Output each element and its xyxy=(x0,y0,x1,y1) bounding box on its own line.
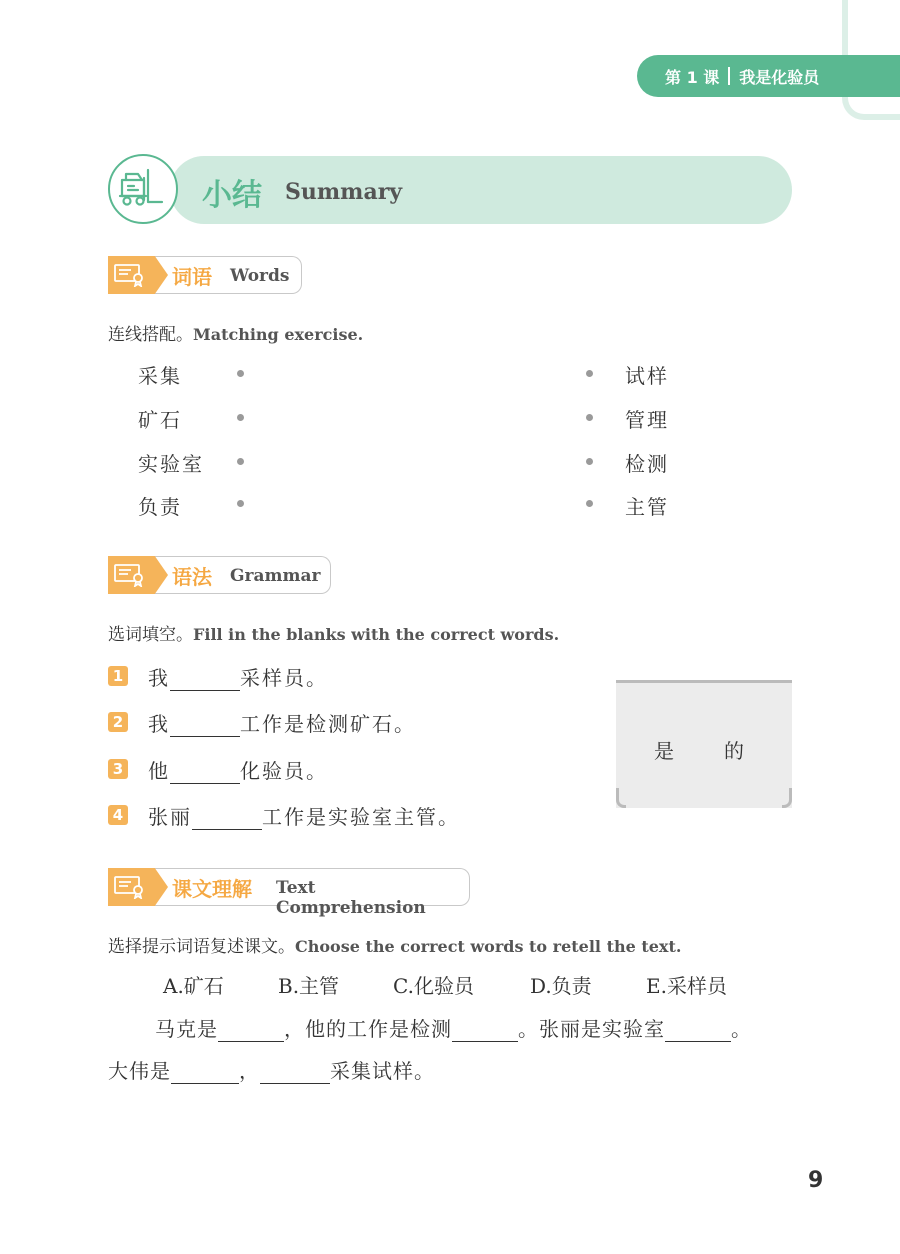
retell-text: 大伟是 xyxy=(108,1059,171,1083)
word-bank-box xyxy=(616,680,792,808)
retell-text: 马克是 xyxy=(155,1017,218,1041)
answer-blank[interactable] xyxy=(170,761,240,784)
answer-blank[interactable] xyxy=(170,668,240,691)
item-text-after: 采样员。 xyxy=(240,666,328,690)
match-left-word: 实验室 xyxy=(138,452,204,476)
lesson-number: 第 1 课 xyxy=(665,67,720,87)
match-dot-left[interactable] xyxy=(237,500,244,507)
item-text-after: 工作是实验室主管。 xyxy=(262,805,460,829)
retell-text: ，他的工作是检测 xyxy=(284,1017,452,1041)
forklift-icon xyxy=(108,154,178,224)
option-b: B.主管 xyxy=(278,974,340,998)
match-right-word: 管理 xyxy=(625,408,669,432)
answer-blank[interactable] xyxy=(665,1019,731,1042)
match-left-word: 负责 xyxy=(138,495,182,519)
page-number: 9 xyxy=(808,1168,824,1193)
match-dot-right[interactable] xyxy=(586,500,593,507)
retell-text: 。 xyxy=(731,1017,752,1041)
retell-text: 。张丽是实验室 xyxy=(518,1017,665,1041)
answer-blank[interactable] xyxy=(171,1061,239,1084)
summary-title-cn: 小结 xyxy=(202,178,262,213)
retell-line-2 xyxy=(108,1055,435,1084)
match-dot-left[interactable] xyxy=(237,370,244,377)
match-right-word: 主管 xyxy=(625,495,669,519)
lesson-tab xyxy=(637,55,900,97)
item-text-after: 化验员。 xyxy=(240,759,328,783)
summary-banner xyxy=(170,156,792,224)
match-right-word: 试样 xyxy=(625,364,669,388)
grammar-item xyxy=(148,755,328,784)
box-corner xyxy=(782,788,792,808)
match-left-word: 采集 xyxy=(138,364,182,388)
grammar-item xyxy=(148,662,328,691)
match-right-word: 检测 xyxy=(625,452,669,476)
word-bank-option: 的 xyxy=(724,739,744,763)
answer-blank[interactable] xyxy=(170,714,240,737)
match-dot-right[interactable] xyxy=(586,414,593,421)
answer-blank[interactable] xyxy=(192,807,262,830)
item-number-badge: 3 xyxy=(108,759,128,779)
option-a: A.矿石 xyxy=(163,974,224,998)
match-dot-left[interactable] xyxy=(237,458,244,465)
tab-separator xyxy=(728,67,730,85)
comprehension-header-en: Text Comprehension xyxy=(276,878,426,918)
item-number-badge: 2 xyxy=(108,712,128,732)
grammar-instruction-cn: 选词填空。 xyxy=(108,625,193,645)
words-instruction xyxy=(108,320,363,345)
grammar-header-en: Grammar xyxy=(230,566,321,586)
comprehension-instruction xyxy=(108,932,681,957)
words-instruction-cn: 连线搭配。 xyxy=(108,325,193,345)
grammar-item xyxy=(148,708,416,737)
grammar-header-cn: 语法 xyxy=(172,565,212,589)
option-c: C.化验员 xyxy=(393,974,474,998)
item-text-before: 我 xyxy=(148,666,170,690)
box-corner xyxy=(616,788,626,808)
grammar-instruction xyxy=(108,620,559,645)
match-dot-right[interactable] xyxy=(586,370,593,377)
match-dot-right[interactable] xyxy=(586,458,593,465)
retell-text: ， xyxy=(239,1059,260,1083)
comprehension-instruction-en: Choose the correct words to retell the text. xyxy=(295,937,682,956)
grammar-item xyxy=(148,801,460,830)
item-text-before: 张丽 xyxy=(148,805,192,829)
match-dot-left[interactable] xyxy=(237,414,244,421)
comprehension-header-cn: 课文理解 xyxy=(172,877,252,901)
words-header-cn: 词语 xyxy=(172,265,212,289)
summary-title-en: Summary xyxy=(285,179,403,205)
word-bank-option: 是 xyxy=(654,739,674,763)
answer-blank[interactable] xyxy=(218,1019,284,1042)
match-left-word: 矿石 xyxy=(138,408,182,432)
answer-blank[interactable] xyxy=(260,1061,330,1084)
lesson-title: 我是化验员 xyxy=(739,67,820,87)
grammar-section-header xyxy=(108,556,331,594)
comprehension-section-header xyxy=(108,868,470,918)
retell-text: 采集试样。 xyxy=(330,1059,435,1083)
words-header-en: Words xyxy=(230,266,290,286)
comprehension-instruction-cn: 选择提示词语复述课文。 xyxy=(108,937,295,957)
grammar-instruction-en: Fill in the blanks with the correct words. xyxy=(193,625,560,644)
answer-blank[interactable] xyxy=(452,1019,518,1042)
item-text-before: 他 xyxy=(148,759,170,783)
option-e: E.采样员 xyxy=(646,974,727,998)
words-instruction-en: Matching exercise. xyxy=(193,325,364,344)
option-d: D.负责 xyxy=(530,974,592,998)
item-number-badge: 4 xyxy=(108,805,128,825)
retell-line-1 xyxy=(155,1013,752,1042)
item-number-badge: 1 xyxy=(108,666,128,686)
item-text-before: 我 xyxy=(148,712,170,736)
words-section-header xyxy=(108,256,302,294)
item-text-after: 工作是检测矿石。 xyxy=(240,712,416,736)
